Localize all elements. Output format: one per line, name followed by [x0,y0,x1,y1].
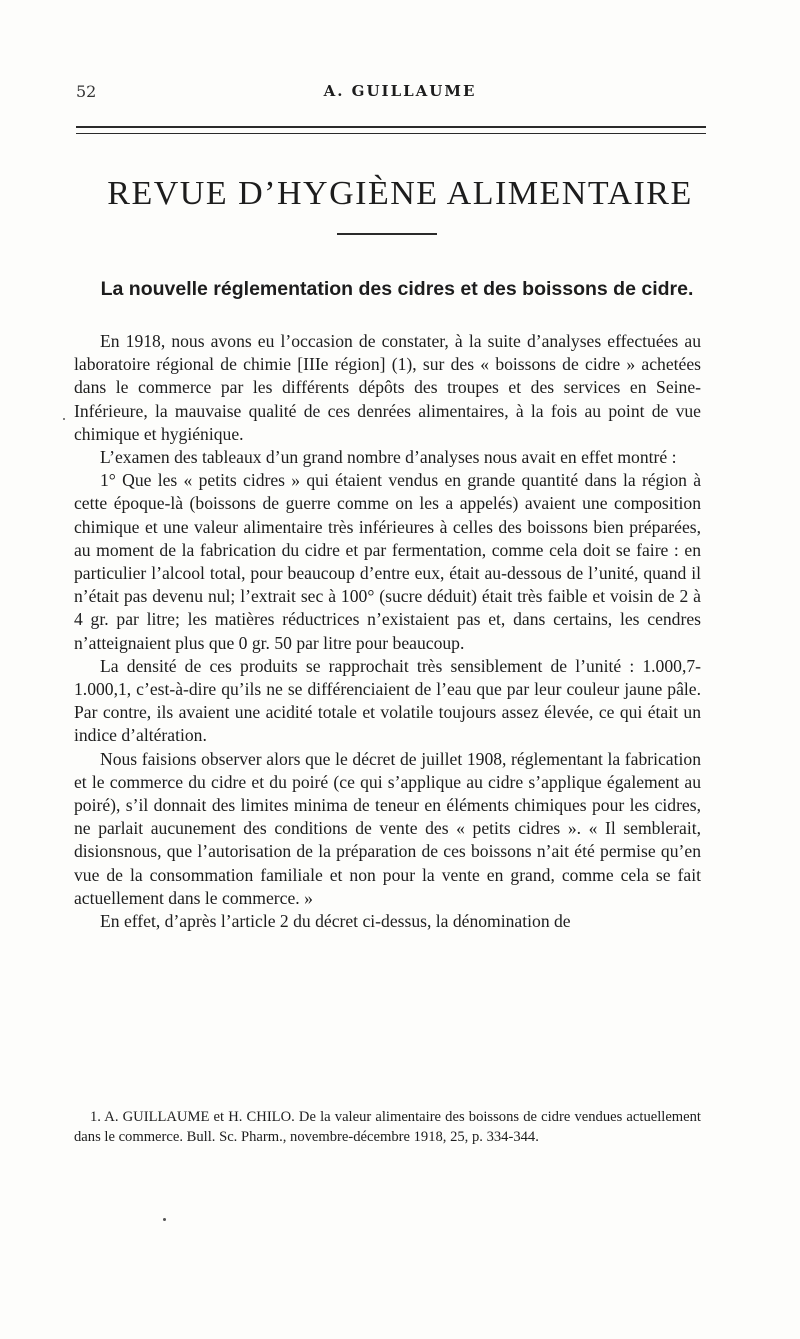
paragraph: 1° Que les « petits cidres » qui étaient vendus en grande quantité dans la région à cette époque-là (boissons de guerre comme on les a appelés) avaient une composition chimique et une valeur alimentaire très inférieures à celles des boissons bien préparées, au moment de la fabrication du cidre et par fermentation, comme cela doit se faire : en particulier l’alcool total, pour beaucoup d’entre eux, était au-dessous de l’unité, quand il n’était pas devenu nul; l’extrait sec à 100° (sucre déduit) était très faible et voisin de 2 à 4 gr. par litre; les matières réductrices n’existaient pas et, dans certains, les cendres n’atteignaient plus que 0 gr. 50 par litre pour beaucoup. [74,470,701,653]
article-body [74,330,701,933]
running-title: A. GUILLAUME [323,82,477,100]
paragraph: Nous faisions observer alors que le décret de juillet 1908, réglementant la fabrication et le commerce du cidre et du poiré (ce qui s’applique au cidre s’applique également au poiré), s’il donnait des limites minima de teneur en éléments chimiques pour les cidres, ne parlait aucunement des conditions de vente des « petits cidres ». « Il semblerait, disionsnous, que l’autorisation de la préparation de ces boissons n’ait été permise qu’en vue de la consommation familiale et non pour la vente en grand, comme cela se fait actuellement dans le commerce. » [74,748,701,908]
scan-speck [63,418,65,420]
paragraph: La densité de ces produits se rapprochait très sensiblement de l’unité : 1.000,7-1.000,1, c’est-à-dire qu’ils ne se différenciaient de l’eau que par leur couleur jaune pâle. Par contre, ils avaient une acidité totale et volatile toujours assez élevée, ce qui était un indice d’altération. [74,655,701,746]
paragraph: En effet, d’après l’article 2 du décret ci-dessus, la dénomination de [100,911,571,932]
page-number: 52 [76,82,97,101]
footnote: 1. A. GUILLAUME et H. CHILO. De la valeur alimentaire des boissons de cidre vendues actuellement dans le commerce. Bull. Sc. Pharm., novembre-décembre 1918, 25, p. 334-344. [74,1109,701,1145]
header-rule-bottom [76,133,706,134]
scan-speck [163,1218,166,1221]
paragraph: L’examen des tableaux d’un grand nombre d’analyses nous avait en effet montré : [100,447,677,468]
paragraph: En 1918, nous avons eu l’occasion de constater, à la suite d’analyses effectuées au laboratoire régional de chimie [IIIe région] (1), sur des « boissons de cidre » achetées dans le commerce par les différents dépôts des troupes et des services en Seine-Inférieure, la mauvaise qualité de ces denrées alimentaires, à la fois au point de vue chimique et hygiénique. [74,331,701,444]
running-header [76,82,724,106]
footnotes [74,1108,701,1147]
section-title: REVUE D’HYGIÈNE ALIMENTAIRE [107,175,693,212]
article-title: La nouvelle réglementation des cidres et des boissons de cidre. [100,278,694,300]
header-rule-top [76,126,706,128]
section-title-rule [337,233,437,235]
